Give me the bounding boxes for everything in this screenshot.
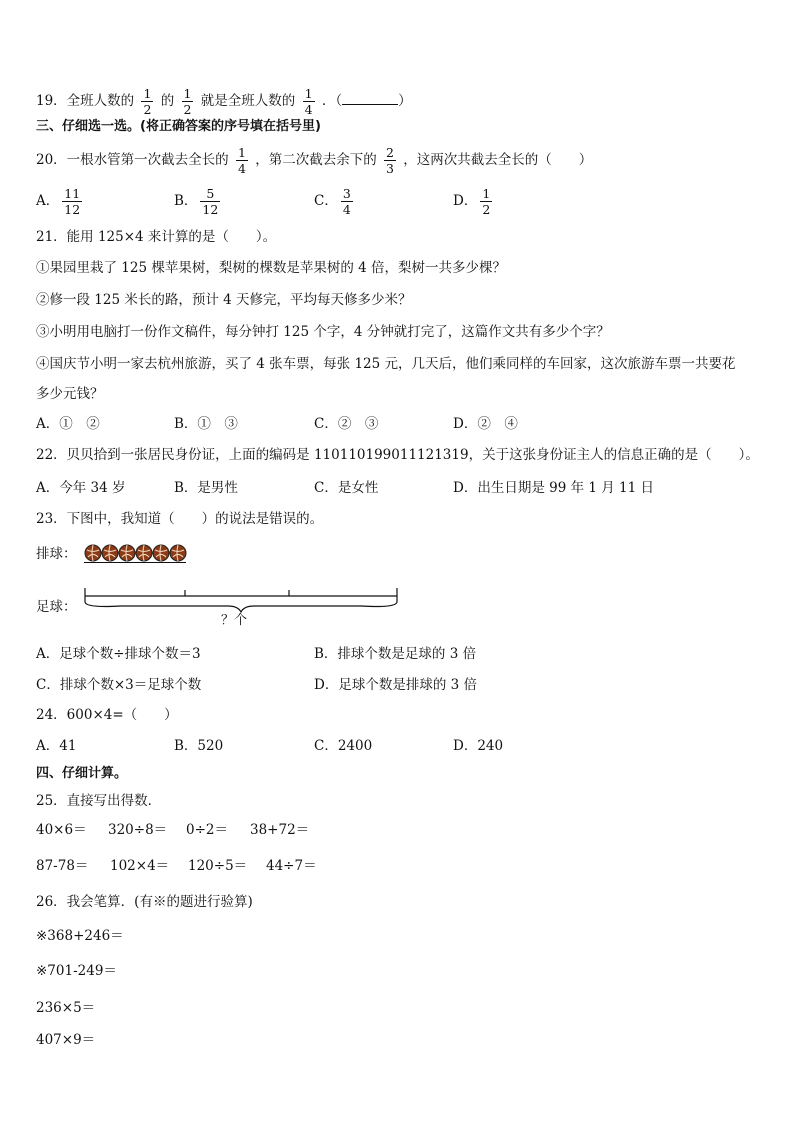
calc-item: 40×6＝ — [36, 822, 87, 838]
calc-item: 102×4＝ — [110, 858, 170, 874]
q21-option-a[interactable]: A．① ② — [36, 416, 100, 432]
q21-item-4: ④国庆节小明一家去杭州旅游，买了 4 张车票，每张 125 元，几天后，他们乘同样的车回家，这次旅游车票一共要花 — [36, 356, 736, 372]
q24-option-a[interactable]: A．41 — [36, 738, 77, 754]
q21-item-4-cont: 多少元钱？ — [36, 386, 104, 402]
q22-option-a[interactable]: A．今年 34 岁 — [36, 480, 126, 496]
question-22-stem: 22．贝贝拾到一张居民身份证，上面的编码是 110110199011121319，关于这张身份证主人的信息正确的是（ ）。 — [36, 447, 759, 463]
football-segment-diagram — [80, 582, 410, 630]
q23-option-c[interactable]: C．排球个数×3＝足球个数 — [36, 677, 202, 693]
question-24-stem: 24．600×4=（ ） — [36, 707, 178, 723]
calc-item: 120÷5＝ — [188, 858, 248, 874]
volleyball-icon — [118, 544, 136, 562]
q21-item-3: ③小明用电脑打一份作文稿件，每分钟打 125 个字，4 分钟就打完了，这篇作文共有多少个字？ — [36, 324, 610, 340]
q23-option-a[interactable]: A．足球个数÷排球个数＝3 — [36, 646, 201, 662]
volleyball-icon — [101, 544, 119, 562]
question-21-stem: 21．能用 125×4 来计算的是（ ）。 — [36, 229, 277, 245]
q21-item-1: ①果园里栽了 125 棵苹果树，梨树的棵数是苹果树的 4 倍，梨树一共多少棵？ — [36, 260, 507, 276]
calc-item: 0÷2＝ — [186, 822, 228, 838]
football-label: 足球： — [36, 599, 77, 615]
q20-option-a[interactable]: A． $\frac{11}{12}$ — [36, 186, 81, 217]
volleyball-icon — [169, 544, 187, 562]
written-calc-item: 407×9＝ — [36, 1032, 96, 1048]
fraction: $\frac{2}{3}$ — [386, 145, 394, 176]
volleyball-icon — [84, 544, 102, 562]
volleyball-icon — [152, 544, 170, 562]
q21-item-2: ②修一段 125 米长的路，预计 4 天修完，平均每天修多少米？ — [36, 292, 412, 308]
answer-blank[interactable] — [342, 92, 398, 105]
volleyball-label: 排球： — [36, 546, 77, 562]
question-26-stem: 26．我会笔算．(有※的题进行验算) — [36, 894, 253, 910]
q23-option-b[interactable]: B．排球个数是足球的 3 倍 — [314, 646, 477, 662]
section-title-4: 四、仔细计算。 — [36, 766, 128, 781]
question-23-stem: 23．下图中，我知道（ ）的说法是错误的。 — [36, 511, 324, 527]
q20-option-d[interactable]: D． $\frac{1}{2}$ — [453, 186, 491, 217]
q21-option-d[interactable]: D．② ④ — [453, 416, 518, 432]
volleyball-row — [84, 544, 186, 564]
calc-item: 87-78＝ — [36, 858, 89, 874]
volleyball-baseline — [84, 562, 186, 563]
fraction: $\frac{1}{2}$ — [183, 86, 192, 117]
section-title-3: 三、仔细选一选。(将正确答案的序号填在括号里) — [36, 119, 321, 134]
q20-option-c[interactable]: C． $\frac{3}{4}$ — [314, 186, 351, 217]
q22-option-d[interactable]: D．出生日期是 99 年 1 月 11 日 — [453, 480, 655, 496]
q24-option-d[interactable]: D．240 — [453, 738, 504, 754]
written-calc-item: ※368+246＝ — [36, 928, 124, 944]
fraction: $\frac{1}{4}$ — [237, 145, 246, 176]
q20-option-b[interactable]: B． $\frac{5}{12}$ — [174, 186, 219, 217]
q22-option-b[interactable]: B．是男性 — [174, 480, 238, 496]
q22-option-c[interactable]: C．是女性 — [314, 480, 379, 496]
calc-item: 38+72＝ — [250, 822, 310, 838]
question-25-stem: 25．直接写出得数． — [36, 793, 162, 809]
q24-option-b[interactable]: B．520 — [174, 738, 224, 754]
calc-item: 44÷7＝ — [266, 858, 317, 874]
fraction: $\frac{1}{2}$ — [143, 86, 152, 117]
question-19: 19．全班人数的 $\frac{1}{2}$ 的 $\frac{1}{2}$ 就是全班人数的 $\frac{1}{4}$ ．（ ） — [36, 86, 412, 117]
q21-option-b[interactable]: B．① ③ — [174, 416, 238, 432]
q24-option-c[interactable]: C．2400 — [314, 738, 373, 754]
question-20: 20．一根水管第一次截去全长的 $\frac{1}{4}$ ，第二次截去余下的 $\frac{2}{3}$ ，这两次共截去全长的（ ） — [36, 145, 593, 176]
q23-option-d[interactable]: D．足球个数是排球的 3 倍 — [314, 677, 477, 693]
brace-label: ？个 — [221, 613, 248, 628]
fraction: $\frac{1}{4}$ — [304, 86, 313, 117]
q21-option-c[interactable]: C．② ③ — [314, 416, 379, 432]
volleyball-icon — [135, 544, 153, 562]
written-calc-item: 236×5＝ — [36, 1000, 96, 1016]
calc-item: 320÷8＝ — [108, 822, 168, 838]
written-calc-item: ※701-249＝ — [36, 963, 117, 979]
